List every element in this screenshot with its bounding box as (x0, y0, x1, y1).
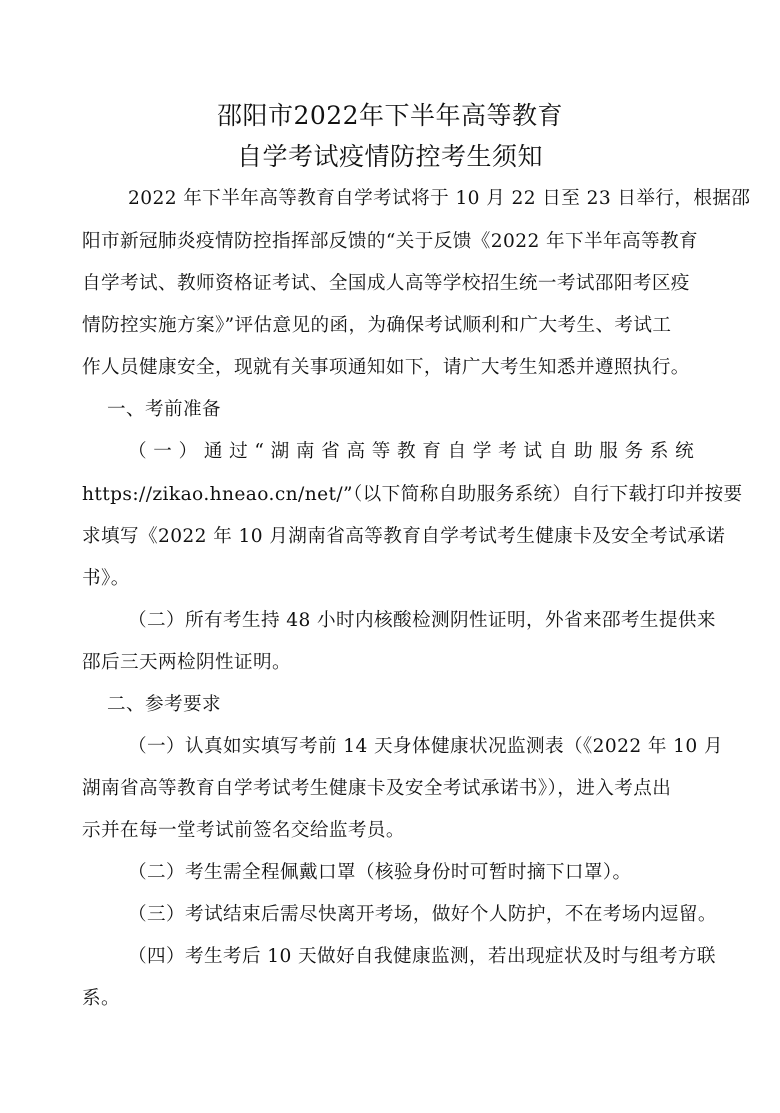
char: 学 (472, 441, 492, 462)
section-2-item-1-line-1: （一）认真如实填写考前 14 天身体健康状况监测表（《2022 年 10 月 (128, 736, 723, 757)
section-1-item-2-line-2: 邵后三天两检阴性证明。 (82, 652, 291, 673)
char: 务 (624, 441, 644, 462)
section-2-item-4-line-2: 系。 (82, 988, 120, 1009)
section-1-heading: 一、考前准备 (107, 399, 221, 420)
section-1-item-1-line-2: https://zikao.hneao.cn/net/”（以下简称自助服务系统）自行下载打印并按要 (82, 484, 743, 505)
intro-line-1: 2022 年下半年高等教育自学考试将于 10 月 22 日至 23 日举行，根据邵 (128, 188, 751, 209)
char: 系 (649, 441, 669, 462)
section-2-item-3-line-1: （三）考试结束后需尽快离开考场，做好个人防护，不在考场内逗留。 (128, 904, 717, 925)
section-1-item-2-line-1: （二）所有考生持 48 小时内核酸检测阴性证明，外省来邵考生提供来 (128, 610, 716, 631)
document-title-line1: 邵阳市2022年下半年高等教育 (216, 101, 564, 130)
document-title-line2: 自学考试疫情防控考生须知 (236, 142, 543, 171)
char: 育 (422, 441, 441, 462)
char: 等 (371, 441, 391, 462)
char: 湖 (270, 441, 290, 462)
char: 通 (203, 441, 223, 462)
section-2-item-1-line-2: 湖南省高等教育自学考试考生健康卡及安全考试承诺书》），进入考点出 (82, 778, 672, 799)
char: 教 (397, 441, 416, 462)
section-1-item-1-line-4: 书》。 (82, 568, 130, 589)
char: 统 (675, 441, 694, 462)
section-2-heading: 二、参考要求 (107, 694, 221, 715)
char: 南 (295, 441, 315, 462)
intro-line-4: 情防控实施方案》”评估意见的函，为确保考试顺利和广大考生、考试工 (82, 315, 672, 336)
char: 自 (548, 441, 568, 462)
char: 服 (599, 441, 618, 462)
char: 试 (523, 441, 543, 462)
char: （ (128, 441, 147, 462)
section-2-item-4-line-1: （四）考生考后 10 天做好自我健康监测，若出现症状及时与组考方联 (128, 946, 716, 967)
char: 省 (321, 441, 340, 462)
char: “ (254, 441, 264, 462)
intro-line-2: 阳市新冠肺炎疫情防控指挥部反馈的“关于反馈《2022 年下半年高等教育 (82, 231, 698, 252)
char: 助 (573, 441, 593, 462)
char: 自 (447, 441, 467, 462)
intro-line-3: 自学考试、教师资格证考试、全国成人高等学校招生统一考试邵阳考区疫 (82, 273, 690, 294)
intro-line-5: 作人员健康安全，现就有关事项通知如下，请广大考生知悉并遵照执行。 (82, 357, 690, 378)
section-2-item-2-line-1: （二）考生需全程佩戴口罩（核验身份时可暂时摘下口罩）。 (128, 862, 632, 883)
char: 过 (229, 441, 248, 462)
char: 一 (153, 441, 172, 462)
section-1-item-1-line-1 (128, 440, 694, 464)
section-1-item-1-line-3: 求填写《2022 年 10 月湖南省高等教育自学考试考生健康卡及安全考试承诺 (82, 526, 726, 547)
section-2-item-1-line-3: 示并在每一堂考试前签名交给监考员。 (82, 820, 405, 841)
char: ） (178, 441, 198, 462)
char: 考 (498, 441, 517, 462)
char: 高 (346, 441, 366, 462)
